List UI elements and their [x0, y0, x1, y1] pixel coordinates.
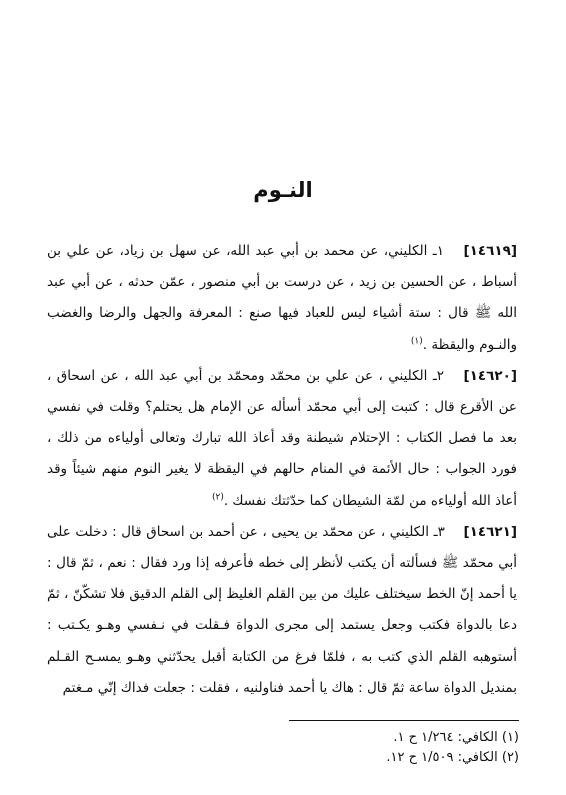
footnote-divider [289, 720, 519, 721]
text-line: أستوهبه القلم الذي كتب به ، فلمّا فرغ من الكتابة أقبل يحدّثني وهـو يمسـح القـلم [47, 648, 517, 665]
footnote-1: (١) الكافي: ١/٢٦٤ ح ١. [393, 730, 519, 745]
text-line: فصل الكتاب : الإحتلام شيطنة وقد أعاذ الله تبارك وتعالى أولياءه من ذلك ، فورد [47, 430, 517, 478]
text-line: بمنديل الدواة ساعة ثمّ قال : هاك يا أحمد فناولنيه ، فقلت : جعلت فداك إنّي مـغتم [62, 679, 517, 696]
text-line: ٣ـ الكليني ، عن محمّد بن يحيى ، عن أحمد بن اسحاق قال : دخلت على [47, 523, 445, 540]
text-line: ٢ـ الكليني ، عن علي بن محمّد ومحمّد بن أبي عبد الله ، عن اسحاق ، عن [47, 367, 517, 416]
text-line: عن الحسين بن زيد ، عن درست بن أبي منصور ، عمّن حدثه ، عن أبي عبد الله ﷺ [47, 274, 517, 322]
text-line: دعا بالدواة فكتب وجعل يستمد إلى مجرى الدواة فـقلت في نـفسي وهـو يكـتب : [47, 617, 517, 634]
text-line: أبي محمّد ﷺ فسألته أن يكتب لأنظر إلى خطه فأعرفه إذا ورد فقال : نعم ، ثمّ قال : [47, 555, 517, 572]
hadith-number: [١٤٦٢٠] [463, 367, 517, 384]
footnote-2: (٢) الكافي: ١/٥٠٩ ح ١٢. [386, 750, 519, 765]
text-line: واليقظة . [422, 336, 475, 353]
body-text [47, 236, 517, 704]
text-line: أولياءه من لمّة الشيطان كما حدّثتك نفسك . [223, 492, 467, 509]
hadith-14619 [47, 236, 517, 361]
hadith-number: [١٤٦١٩] [463, 243, 517, 259]
chapter-title: النـوم [253, 178, 313, 202]
text-line: الجواب : حال الأئمة في المنام حالهم في اليقظة لا يغير النوم منهم شيئاً وقد أعاذ الله [47, 461, 517, 509]
footnote-ref[interactable]: (٢) [211, 492, 224, 503]
text-line: قال : ستة أشياء ليس للعباد فيها صنع : المعرفة والجهل والرضا والغضب والنـوم [47, 305, 517, 353]
hadith-number: [١٤٦٢١] [463, 523, 517, 540]
hadith-14621 [47, 517, 517, 704]
text-line: الأقرع قال : كتبت إلى أبي محمّد أسأله عن الإمام هل يحتلم؟ وقلت في نفسي بعد ما [47, 399, 517, 447]
footnote-ref[interactable]: (١) [410, 336, 423, 347]
text-line: ١ـ الكليني، عن محمد بن أبي عبد الله، عن سهل بن زياد، عن علي بن أسباط ، [47, 243, 517, 291]
hadith-14620 [47, 361, 517, 517]
text-line: يا أحمد إنّ الخط سيختلف عليك من بين القلم الغليظ إلى القلم الدقيق فلا تشكّنّ ، ثمّ [47, 586, 517, 603]
footnotes [49, 728, 519, 768]
